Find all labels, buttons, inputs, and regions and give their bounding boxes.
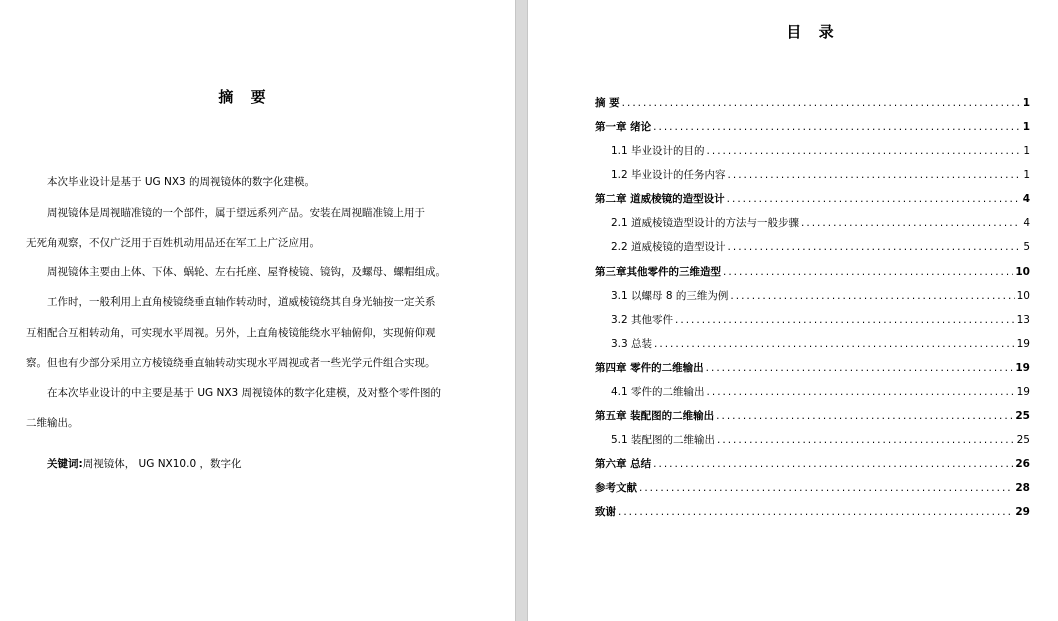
toc-entry-label: 1.2 毕业设计的任务内容 [611,169,726,181]
toc-entry-page: 13 [1016,314,1030,326]
toc-entry-page: 5 [1023,241,1030,253]
toc-entry-page: 1 [1023,169,1030,181]
toc-leader [716,409,1013,423]
abstract-title: 摘 要 [218,88,272,106]
toc-leader [639,481,1013,495]
toc-leader [675,313,1015,327]
toc-entry-label: 3.1 以螺母 8 的三维为例 [611,290,729,302]
abstract-line: 互相配合互相转动角，可实现水平周视。另外，上直角棱镜能绕水平轴俯仰，实现俯仰观 [26,327,436,339]
toc-leader [728,168,1022,182]
toc-entry-page: 19 [1016,338,1030,350]
toc-entry[interactable] [595,120,1030,134]
toc-leader [730,289,1014,303]
abstract-line: 本次毕业设计是基于 UG NX3 的周视镜体的数字化建模。 [47,176,316,188]
toc-entry-page: 1 [1022,121,1030,133]
toc-entry-page: 1 [1023,145,1030,157]
toc-leader [717,433,1015,447]
toc-entry-page: 26 [1015,458,1030,470]
toc-entry-label: 2.2 道威棱镜的造型设计 [611,241,726,253]
toc-leader [653,120,1021,134]
toc-entry-label: 第三章其他零件的三维造型 [595,266,721,278]
toc-entry[interactable] [595,192,1030,206]
toc-entry[interactable] [611,385,1030,399]
abstract-line: 周视镜体是周视瞄准镜的一个部件，属于望远系列产品。安装在周视瞄准镜上用于 [47,207,425,219]
toc-leader [707,144,1022,158]
toc-entry-label: 2.1 道威棱镜造型设计的方法与一般步骤 [611,217,800,229]
keywords-value: 周视镜体， UG NX10.0 ，数字化 [82,458,242,470]
toc-entry[interactable] [611,313,1030,327]
toc-entry-page: 19 [1015,362,1030,374]
toc-entry[interactable] [611,144,1030,158]
toc-entry[interactable] [611,337,1030,351]
abstract-line: 工作时，一般利用上直角棱镜绕垂直轴作转动时，道威棱镜绕其自身光轴按一定关系 [47,296,436,308]
toc-entry-page: 4 [1023,217,1030,229]
toc-entry-page: 1 [1022,97,1030,109]
abstract-line: 无死角观察，不仅广泛用于百姓机动用品还在军工上广泛应用。 [26,237,320,249]
abstract-line: 周视镜体主要由上体、下体、蜗轮、左右托座、屋脊棱镜、镜钩，及螺母、螺帽组成。 [47,266,446,278]
toc-entry[interactable] [595,96,1030,110]
toc-entry-label: 5.1 装配图的二维输出 [611,434,716,446]
toc-entry[interactable] [595,361,1030,375]
toc-entry[interactable] [611,240,1030,254]
abstract-line: 在本次毕业设计的中主要是基于 UG NX3 周视镜体的数字化建模，及对整个零件图的 [47,387,442,399]
page-gutter [515,0,528,621]
toc-leader [706,361,1014,375]
toc-entry-page: 10 [1016,290,1030,302]
toc-entry-label: 第六章 总结 [595,458,652,470]
toc-entry[interactable] [611,433,1030,447]
toc-leader [707,385,1015,399]
toc-leader [727,192,1021,206]
abstract-page [0,0,515,621]
toc-entry-page: 4 [1022,193,1030,205]
toc-entry-label: 1.1 毕业设计的目的 [611,145,705,157]
toc-leader [723,265,1013,279]
toc-entry-label: 第四章 零件的二维输出 [595,362,704,374]
toc-entry-label: 参考文献 [595,482,637,494]
toc-entry-label: 第一章 绪论 [595,121,652,133]
toc-entry[interactable] [611,168,1030,182]
toc-entry-page: 28 [1015,482,1030,494]
toc-entry-label: 摘 要 [595,97,620,109]
toc-entry-label: 3.3 总装 [611,338,653,350]
toc-entry-page: 19 [1016,386,1030,398]
toc-entry-page: 25 [1015,410,1030,422]
toc-entry-page: 29 [1015,506,1030,518]
toc-entry-label: 3.2 其他零件 [611,314,674,326]
toc-entry[interactable] [595,481,1030,495]
toc-leader [622,96,1021,110]
keywords-label: 关键词: [47,458,83,470]
toc-entry-page: 25 [1016,434,1030,446]
toc-entry[interactable] [595,457,1030,471]
toc-entry-label: 4.1 零件的二维输出 [611,386,705,398]
toc-entry-page: 10 [1015,266,1030,278]
toc-entry[interactable] [611,216,1030,230]
toc-entry-label: 第五章 装配图的二维输出 [595,410,715,422]
toc-leader [653,457,1013,471]
toc-entry-label: 致谢 [595,506,616,518]
toc-title: 目 录 [786,23,840,41]
abstract-line: 察。但也有少部分采用立方棱镜绕垂直轴转动实现水平周视或者一些光学元件组合实现。 [26,357,436,369]
toc-page [528,0,1058,621]
toc-leader [654,337,1015,351]
keywords-line [47,457,241,471]
toc-entry-label: 第二章 道威棱镜的造型设计 [595,193,725,205]
toc-leader [801,216,1021,230]
toc-entry[interactable] [595,265,1030,279]
toc-entry[interactable] [611,289,1030,303]
toc-entry[interactable] [595,409,1030,423]
abstract-line: 二维输出。 [26,417,79,429]
toc-leader [618,505,1013,519]
toc-leader [728,240,1022,254]
toc-entry[interactable] [595,505,1030,519]
